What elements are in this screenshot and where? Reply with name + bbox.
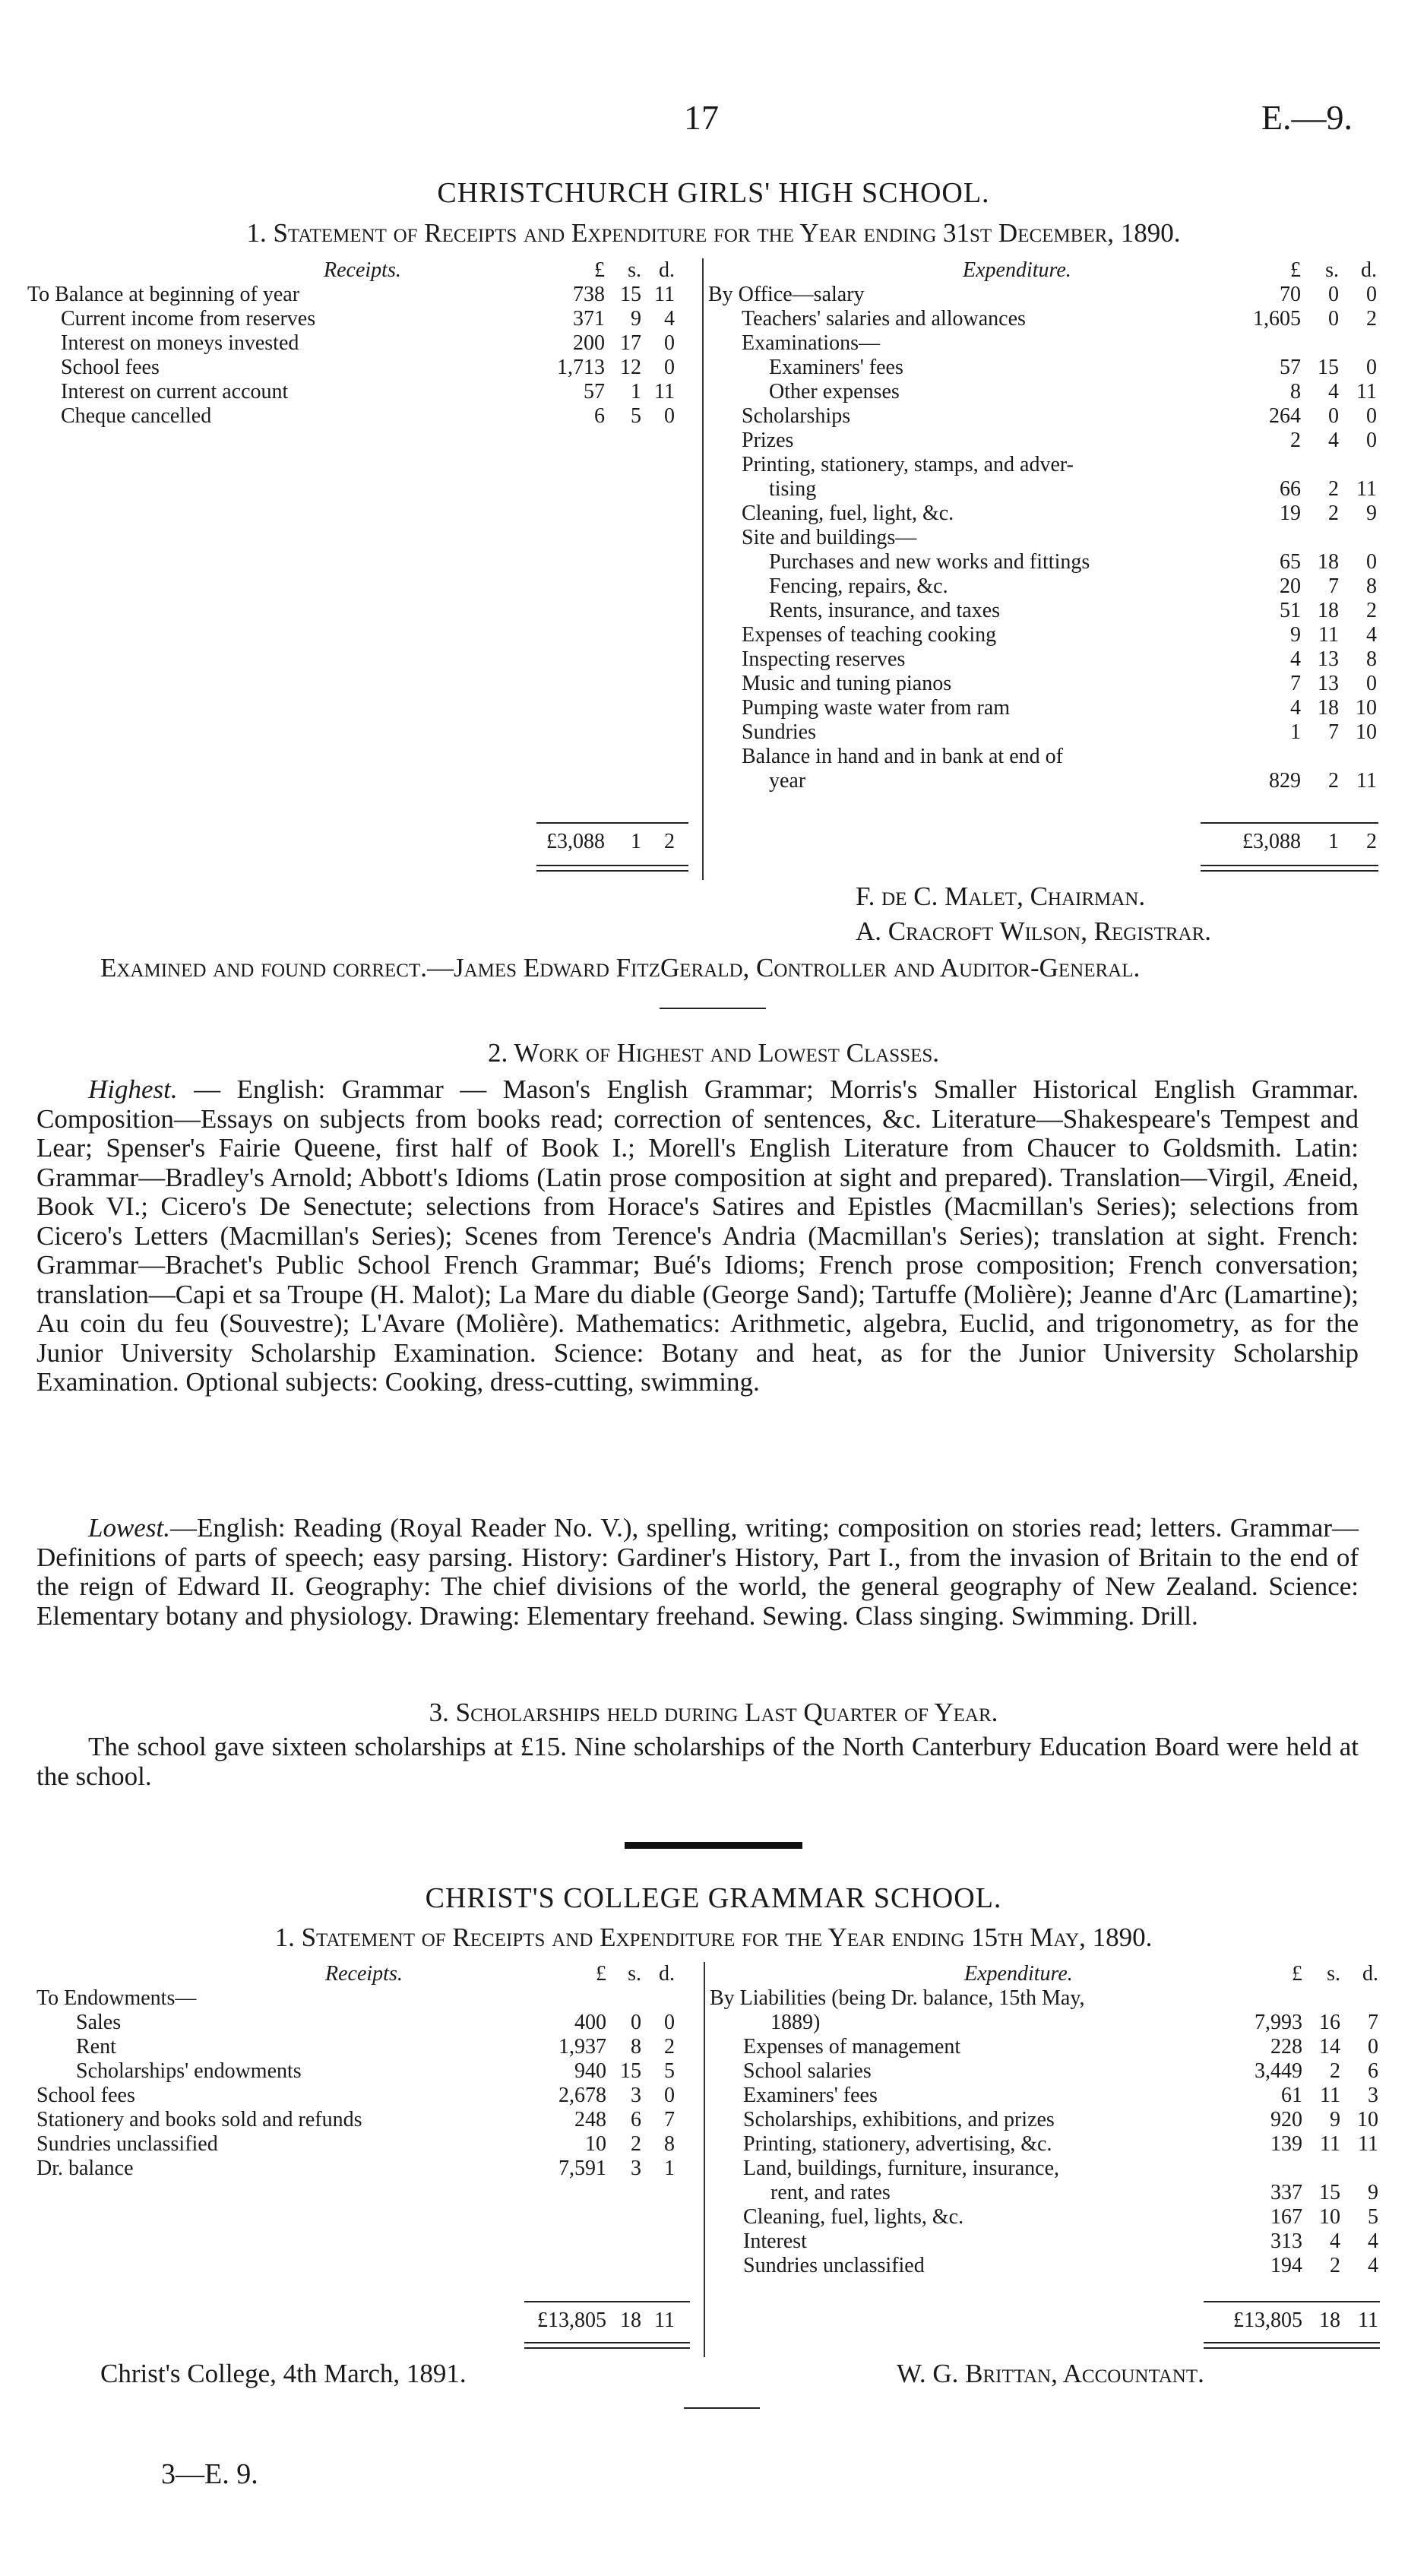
ledger-row-pence: 7 — [664, 2108, 675, 2131]
ledger-row-label: Sundries — [742, 720, 816, 744]
ledger-row — [27, 307, 696, 331]
ledger-row — [36, 2059, 698, 2084]
total-pounds: £3,088 — [546, 830, 605, 853]
chs-chairman-signature: F. de C. Malet, Chairman. — [856, 881, 1146, 911]
ledger-row-pounds: 1,713 — [557, 356, 605, 379]
ledger-row — [27, 331, 696, 356]
chs-expenditure-heading: Expenditure. — [963, 258, 1071, 282]
ledger-row-shillings: 17 — [620, 331, 641, 355]
ledger-row-label: Site and buildings— — [742, 526, 917, 549]
ledger-row — [708, 696, 1384, 720]
ccgs-dated-note: Christ's College, 4th March, 1891. — [100, 2359, 467, 2388]
ledger-row-pounds: 57 — [1280, 356, 1301, 379]
ledger-row-label: School salaries — [743, 2059, 872, 2083]
ledger-row-shillings: 3 — [631, 2157, 641, 2180]
ledger-row-pence: 6 — [1368, 2059, 1378, 2083]
chs-work-title: 2. Work of Highest and Lowest Classes. — [487, 1038, 940, 1068]
ledger-row-shillings: 2 — [1328, 477, 1339, 501]
ledger-row — [710, 2011, 1386, 2035]
ledger-row — [710, 2035, 1386, 2059]
ledger-row — [36, 2157, 698, 2181]
ledger-row — [710, 2229, 1386, 2254]
ledger-row — [710, 2254, 1386, 2278]
chs-title: CHRISTCHURCH GIRLS' HIGH SCHOOL. — [437, 177, 990, 209]
ccgs-receipts-total-rule — [524, 2301, 690, 2302]
ledger-row-shillings: 15 — [1318, 356, 1339, 379]
ledger-row — [708, 477, 1384, 502]
ledger-row-shillings: 15 — [1319, 2181, 1340, 2204]
ledger-row-pounds: 248 — [574, 2108, 606, 2131]
ledger-row-shillings: 16 — [1319, 2011, 1340, 2034]
ledger-row-pence: 2 — [1366, 599, 1377, 622]
total-pounds: £13,805 — [537, 2309, 606, 2332]
ledger-row-shillings: 15 — [620, 283, 641, 306]
ccgs-column-divider — [704, 1962, 705, 2357]
ledger-row-label: Fencing, repairs, &c. — [769, 574, 948, 598]
ledger-row-label: Interest on moneys invested — [61, 331, 299, 355]
total-pence: 2 — [664, 830, 675, 853]
ledger-row-label: tising — [769, 477, 817, 501]
double-rule — [1204, 2342, 1380, 2343]
ledger-row-pounds: 167 — [1270, 2205, 1302, 2229]
ledger-row-label: Scholarships' endowments — [76, 2059, 302, 2083]
ledger-row-pence: 0 — [664, 404, 675, 428]
ledger-row-pence: 8 — [664, 2132, 675, 2156]
ledger-row-label: Cleaning, fuel, lights, &c. — [743, 2205, 964, 2229]
ledger-row-shillings: 7 — [1328, 720, 1339, 744]
section-divider — [660, 1008, 766, 1009]
ledger-row-label: By Liabilities (being Dr. balance, 15th May, — [710, 1986, 1085, 2010]
ledger-row-pounds: 70 — [1280, 283, 1301, 306]
ledger-row-pounds: 51 — [1280, 599, 1301, 622]
ledger-row-shillings: 0 — [1328, 283, 1339, 306]
col-pence: d. — [1361, 258, 1377, 282]
ledger-row-pence: 0 — [1366, 672, 1377, 695]
ledger-row-shillings: 2 — [1328, 769, 1339, 793]
ledger-row-label: Rent — [76, 2035, 116, 2059]
ledger-row-label: Printing, stationery, stamps, and adver- — [742, 453, 1074, 476]
ledger-row — [36, 2132, 698, 2157]
ledger-row-pounds: 7 — [1290, 672, 1301, 695]
ledger-row-pounds: 19 — [1280, 502, 1301, 525]
ledger-row-pounds: 371 — [573, 307, 605, 331]
ledger-row-pence: 0 — [664, 331, 675, 355]
ledger-row-pence: 5 — [664, 2059, 675, 2083]
ledger-row-shillings: 4 — [1328, 429, 1339, 452]
ledger-row-pounds: 313 — [1270, 2229, 1302, 2253]
double-rule — [524, 2347, 690, 2349]
ledger-row-shillings: 0 — [1328, 404, 1339, 428]
ledger-row-pounds: 228 — [1270, 2035, 1302, 2059]
ledger-row — [710, 2181, 1386, 2205]
double-rule — [524, 2342, 690, 2343]
ccgs-statement-title: 1. Statement of Receipts and Expenditure for the Year ending 15th May, 1890. — [274, 1923, 1153, 1952]
ledger-row-pounds: 66 — [1280, 477, 1301, 501]
ledger-row — [708, 623, 1384, 647]
total-shillings: 1 — [631, 830, 641, 853]
ledger-row-pence: 2 — [664, 2035, 675, 2059]
ledger-row-label: Rents, insurance, and taxes — [769, 599, 1001, 622]
ledger-row-pounds: 8 — [1290, 380, 1301, 403]
ledger-row-shillings: 0 — [631, 2011, 641, 2034]
ledger-row — [708, 672, 1384, 696]
ledger-row — [27, 283, 696, 307]
ledger-row-pence: 0 — [1366, 356, 1377, 379]
highest-text: — English: Grammar — Mason's English Grammar; Morris's Smaller Historical English Grammar. Composition—Essays on subjects from books read; correction of sentences, &c. Literature—Shakespeare's Tempest and Lear; Spenser's Fairie Queene, first half of Book I.; Morell's English Literature from Chaucer to Goldsmith. Latin: Grammar—Bradley's Arnold; Abbott's Idioms (Latin prose composition at sight and prepared). Translation—Virgil, Æneid, Book VI.; Cicero's De Senectute; selections from Horace's Satires and Epistles (Macmillan's Series); selections from Cicero's Letters (Macmillan's Series); Scenes from Terence's Andria (Macmillan's Series); translation at sight. French: Grammar—Brachet's Public School French Grammar; Bué's Idioms; French prose composition; French conversation; translation—Capi et sa Troupe (H. Malot); La Mare du diable (George Sand); Tartuffe (Molière); Jeanne d'Arc (Lamartine); Au coin du feu (Souvestre); L'Avare (Molière). Mathematics: Arithmetic, algebra, Euclid, and trigonometry, as for the Junior University Scholarship Examination. Science: Botany and heat, as for the Junior University Scholarship Examination. Optional subjects: Cooking, dress-cutting, swimming. — [36, 1074, 1359, 1397]
ledger-row-label: Purchases and new works and fittings — [769, 550, 1090, 574]
ledger-row-shillings: 6 — [631, 2108, 641, 2131]
ledger-row — [36, 2084, 698, 2108]
ledger-row-pence: 11 — [1356, 477, 1377, 501]
ledger-row-pence: 0 — [1366, 404, 1377, 428]
ledger-row-pence: 4 — [1366, 623, 1377, 647]
highest-label: Highest. — [88, 1074, 178, 1104]
chs-expenditure-total-rule — [1201, 822, 1378, 824]
ledger-row-pounds: 7,993 — [1255, 2011, 1302, 2034]
ledger-row-pounds: 4 — [1290, 696, 1301, 720]
chs-highest-classes — [36, 1075, 1359, 1397]
ledger-row-label: Expenses of teaching cooking — [742, 623, 997, 647]
ledger-row-label: Inspecting reserves — [742, 647, 906, 671]
ledger-row-pounds: 1,605 — [1253, 307, 1301, 331]
chs-registrar-signature: A. Cracroft Wilson, Registrar. — [856, 916, 1212, 946]
ledger-row-shillings: 15 — [620, 2059, 641, 2083]
ledger-row-label: School fees — [36, 2084, 135, 2107]
chs-receipts-table — [27, 258, 696, 429]
ledger-row-label: Land, buildings, furniture, insurance, — [743, 2157, 1060, 2180]
ccgs-receipts-table — [36, 1962, 698, 2181]
ledger-row — [708, 380, 1384, 404]
ledger-row-pence: 4 — [1368, 2254, 1378, 2277]
ledger-row-shillings: 11 — [1320, 2084, 1340, 2107]
ledger-row-label: Prizes — [742, 429, 794, 452]
col-shillings: s. — [628, 258, 641, 282]
ledger-row-label: By Office—salary — [708, 283, 865, 306]
chs-examined-note: Examined and found correct.—James Edward FitzGerald, Controller and Auditor-General. — [100, 953, 1141, 983]
ledger-row-pence: 11 — [654, 380, 675, 403]
ledger-row — [710, 2084, 1386, 2108]
ledger-row-label: Sundries unclassified — [743, 2254, 925, 2277]
ledger-row-label: Interest — [743, 2229, 807, 2253]
ledger-row-pence: 9 — [1368, 2181, 1378, 2204]
ledger-row — [708, 453, 1384, 477]
col-pence: d. — [1362, 1962, 1378, 1986]
ledger-row — [27, 356, 696, 380]
ledger-row — [708, 769, 1384, 793]
ledger-row-label: Examiners' fees — [743, 2084, 878, 2107]
ledger-row-shillings: 2 — [1328, 502, 1339, 525]
ledger-row-pence: 11 — [1356, 769, 1377, 793]
ledger-row-pounds: 337 — [1270, 2181, 1302, 2204]
ledger-row — [36, 2108, 698, 2132]
ledger-row-pounds: 10 — [585, 2132, 606, 2156]
ledger-row-label: Examinations— — [742, 331, 880, 355]
ledger-row — [710, 2205, 1386, 2229]
ledger-row — [36, 1986, 698, 2011]
ledger-row — [708, 599, 1384, 623]
ledger-row-label: To Endowments— — [36, 1986, 197, 2010]
col-pence: d. — [659, 258, 675, 282]
ccgs-expenditure-total — [710, 2309, 1386, 2333]
printer-signature: 3—E. 9. — [161, 2458, 258, 2490]
ledger-row-pounds: 264 — [1269, 404, 1301, 428]
ledger-row-pence: 1 — [664, 2157, 675, 2180]
ledger-row-shillings: 8 — [631, 2035, 641, 2059]
ledger-row-pounds: 20 — [1280, 574, 1301, 598]
ledger-row-label: Expenses of management — [743, 2035, 961, 2059]
col-pounds: £ — [594, 258, 605, 282]
ledger-row-pounds: 6 — [594, 404, 605, 428]
ledger-row — [708, 356, 1384, 380]
chs-receipts-total — [27, 830, 696, 854]
chs-receipts-heading: Receipts. — [324, 258, 401, 282]
total-pence: 2 — [1366, 830, 1377, 853]
ledger-row — [708, 307, 1384, 331]
ledger-row — [708, 502, 1384, 526]
ledger-row-shillings: 11 — [1320, 2132, 1340, 2156]
chs-expenditure-total — [708, 830, 1384, 854]
page-reference: E.—9. — [1261, 98, 1353, 137]
double-rule — [1204, 2347, 1380, 2349]
ledger-row-pounds: 1 — [1290, 720, 1301, 744]
ledger-row — [708, 550, 1384, 574]
ledger-row-pounds: 7,591 — [558, 2157, 606, 2180]
ledger-row-pounds: 3,449 — [1255, 2059, 1302, 2083]
ledger-row-shillings: 13 — [1318, 672, 1339, 695]
ledger-row-label: Other expenses — [769, 380, 900, 403]
ledger-row-shillings: 0 — [1328, 307, 1339, 331]
total-shillings: 18 — [620, 2309, 641, 2332]
ledger-row-shillings: 13 — [1318, 647, 1339, 671]
ledger-row-pence: 8 — [1366, 647, 1377, 671]
ledger-row-pounds: 194 — [1270, 2254, 1302, 2277]
ledger-row — [36, 2035, 698, 2059]
ledger-row-label: Current income from reserves — [61, 307, 316, 331]
total-pounds: £3,088 — [1242, 830, 1301, 853]
ledger-row-shillings: 5 — [631, 404, 641, 428]
ledger-row-pence: 7 — [1368, 2011, 1378, 2034]
ledger-row — [710, 2157, 1386, 2181]
ccgs-title: CHRIST'S COLLEGE GRAMMAR SCHOOL. — [425, 1882, 1002, 1914]
ledger-row-pounds: 4 — [1290, 647, 1301, 671]
ccgs-expenditure-heading: Expenditure. — [964, 1962, 1073, 1986]
ledger-row-shillings: 12 — [620, 356, 641, 379]
ledger-row-pounds: 200 — [573, 331, 605, 355]
chs-statement-title: 1. Statement of Receipts and Expenditure for the Year ending 31st December, 1890. — [246, 218, 1181, 248]
chs-column-divider — [702, 258, 704, 880]
ledger-row-pounds: 920 — [1270, 2108, 1302, 2131]
ledger-row-pence: 5 — [1368, 2205, 1378, 2229]
ccgs-accountant-signature: W. G. Brittan, Accountant. — [897, 2359, 1204, 2388]
ledger-row-label: To Balance at beginning of year — [27, 283, 300, 306]
ledger-row-pence: 4 — [1368, 2229, 1378, 2253]
ledger-row-shillings: 4 — [1328, 380, 1339, 403]
ledger-row — [708, 404, 1384, 429]
ledger-row-label: Scholarships — [742, 404, 851, 428]
ccgs-expenditure-total-rule — [1204, 2301, 1380, 2302]
ledger-row-shillings: 10 — [1319, 2205, 1340, 2229]
total-pounds: £13,805 — [1233, 2309, 1302, 2332]
ledger-row-pence: 11 — [1356, 380, 1377, 403]
ledger-row-pence: 10 — [1356, 720, 1377, 744]
ledger-row-pence: 8 — [1366, 574, 1377, 598]
col-pence: d. — [659, 1962, 675, 1986]
lowest-text: —English: Reading (Royal Reader No. V.), spelling, writing; composition on stories read; letters. Grammar—Definitions of parts of speech; easy parsing. History: Gardiner's History, Part I., from the invasion of Britain to the end of the reign of Edward II. Geography: The chief divisions of the world, the general geography of New Zealand. Science: Elementary botany and physiology. Drawing: Elementary freehand. Sewing. Class singing. Swimming. Drill. — [36, 1513, 1359, 1631]
ledger-row — [708, 526, 1384, 550]
ledger-row-label: Teachers' salaries and allowances — [742, 307, 1026, 331]
ledger-row-label: Scholarships, exhibitions, and prizes — [743, 2108, 1055, 2131]
ledger-row — [710, 1986, 1386, 2011]
col-shillings: s. — [628, 1962, 641, 1986]
ledger-row-shillings: 2 — [631, 2132, 641, 2156]
ledger-row-label: Printing, stationery, advertising, &c. — [743, 2132, 1052, 2156]
ledger-row-label: Cheque cancelled — [61, 404, 212, 428]
ledger-row-pounds: 1,937 — [558, 2035, 606, 2059]
ledger-row-pence: 3 — [1368, 2084, 1378, 2107]
ledger-row-label: Dr. balance — [36, 2157, 134, 2180]
ledger-row-pence: 11 — [1358, 2132, 1378, 2156]
ledger-row-shillings: 3 — [631, 2084, 641, 2107]
ledger-row — [36, 2011, 698, 2035]
ledger-row-pence: 10 — [1356, 696, 1377, 720]
ledger-row-label: Sundries unclassified — [36, 2132, 218, 2156]
total-shillings: 18 — [1319, 2309, 1340, 2332]
lowest-label: Lowest. — [88, 1513, 170, 1543]
double-rule — [1201, 865, 1378, 866]
ledger-row-pounds: 57 — [584, 380, 605, 403]
ledger-row — [27, 380, 696, 404]
col-pounds: £ — [1292, 1962, 1302, 1986]
ledger-row-shillings: 11 — [1318, 623, 1339, 647]
ccgs-receipts-heading: Receipts. — [325, 1962, 403, 1986]
col-pounds: £ — [596, 1962, 606, 1986]
ledger-row-pence: 0 — [1366, 550, 1377, 574]
ledger-row-label: Pumping waste water from ram — [742, 696, 1011, 720]
ledger-row-pounds: 139 — [1270, 2132, 1302, 2156]
ledger-row-pounds: 738 — [573, 283, 605, 306]
col-pounds: £ — [1290, 258, 1301, 282]
ledger-row-pounds: 61 — [1281, 2084, 1302, 2107]
ledger-row-pounds: 2,678 — [558, 2084, 606, 2107]
ledger-row-shillings: 9 — [1330, 2108, 1340, 2131]
ledger-row-shillings: 2 — [1330, 2059, 1340, 2083]
ledger-row-pounds: 940 — [574, 2059, 606, 2083]
ledger-row-shillings: 7 — [1328, 574, 1339, 598]
total-pence: 11 — [654, 2309, 675, 2332]
ledger-row-label: Sales — [76, 2011, 122, 2034]
ledger-row-pence: 0 — [1366, 429, 1377, 452]
double-rule — [536, 870, 688, 872]
ledger-row — [27, 404, 696, 429]
ledger-row-label: rent, and rates — [770, 2181, 891, 2204]
ledger-row-shillings: 2 — [1330, 2254, 1340, 2277]
ledger-row-label: Interest on current account — [61, 380, 289, 403]
ledger-row — [708, 745, 1384, 769]
double-rule — [1201, 870, 1378, 872]
ledger-row-label: Stationery and books sold and refunds — [36, 2108, 362, 2131]
ledger-row-shillings: 9 — [631, 307, 641, 331]
col-shillings: s. — [1327, 1962, 1340, 1986]
ledger-row — [708, 720, 1384, 745]
ledger-row-label: Examiners' fees — [769, 356, 903, 379]
ledger-row — [710, 2132, 1386, 2157]
chs-lowest-classes — [36, 1514, 1359, 1631]
col-shillings: s. — [1325, 258, 1339, 282]
ledger-row-shillings: 18 — [1318, 599, 1339, 622]
ledger-row-pounds: 2 — [1290, 429, 1301, 452]
major-section-divider — [625, 1842, 802, 1849]
ledger-row — [708, 647, 1384, 672]
ccgs-expenditure-table — [710, 1962, 1386, 2278]
ledger-row-label: Music and tuning pianos — [742, 672, 952, 695]
ledger-row-label: School fees — [61, 356, 160, 379]
ledger-row-pence: 0 — [664, 2011, 675, 2034]
ledger-row — [710, 2059, 1386, 2084]
ledger-row-shillings: 1 — [631, 380, 641, 403]
closing-rule — [684, 2407, 760, 2409]
ledger-row-pence: 0 — [664, 356, 675, 379]
ledger-row-pence: 2 — [1366, 307, 1377, 331]
ledger-row-pence: 0 — [1368, 2035, 1378, 2059]
ledger-row-pounds: 400 — [574, 2011, 606, 2034]
ledger-row-shillings: 18 — [1318, 550, 1339, 574]
ledger-row — [708, 429, 1384, 453]
ledger-row-pence: 0 — [664, 2084, 675, 2107]
ledger-row-label: year — [769, 769, 806, 793]
total-shillings: 1 — [1328, 830, 1339, 853]
page-number: 17 — [684, 98, 719, 137]
chs-scholarships-text: The school gave sixteen scholarships at £15. Nine scholarships of the North Canterbury Education Board were held at the school. — [36, 1732, 1359, 1791]
ledger-row-pence: 4 — [664, 307, 675, 331]
ledger-row-shillings: 18 — [1318, 696, 1339, 720]
ledger-row-pounds: 65 — [1280, 550, 1301, 574]
ledger-row-pence: 0 — [1366, 283, 1377, 306]
ledger-row — [708, 574, 1384, 599]
ledger-row — [708, 283, 1384, 307]
ledger-row-shillings: 14 — [1319, 2035, 1340, 2059]
double-rule — [536, 865, 688, 866]
chs-receipts-total-rule — [536, 822, 688, 824]
ledger-row-pounds: 829 — [1269, 769, 1301, 793]
ledger-row-pence: 10 — [1357, 2108, 1378, 2131]
total-pence: 11 — [1358, 2309, 1378, 2332]
ledger-row-label: Balance in hand and in bank at end of — [742, 745, 1063, 768]
ledger-row — [708, 331, 1384, 356]
ledger-row-pence: 9 — [1366, 502, 1377, 525]
ledger-row-shillings: 4 — [1330, 2229, 1340, 2253]
chs-expenditure-table — [708, 258, 1384, 793]
chs-scholarships-title: 3. Scholarships held during Last Quarter of Year. — [429, 1698, 998, 1727]
ledger-row — [710, 2108, 1386, 2132]
ledger-row-label: Cleaning, fuel, light, &c. — [742, 502, 954, 525]
ledger-row-pounds: 9 — [1290, 623, 1301, 647]
ledger-row-label: 1889) — [770, 2011, 821, 2034]
ledger-row-pence: 11 — [654, 283, 675, 306]
ccgs-receipts-total — [36, 2309, 698, 2333]
